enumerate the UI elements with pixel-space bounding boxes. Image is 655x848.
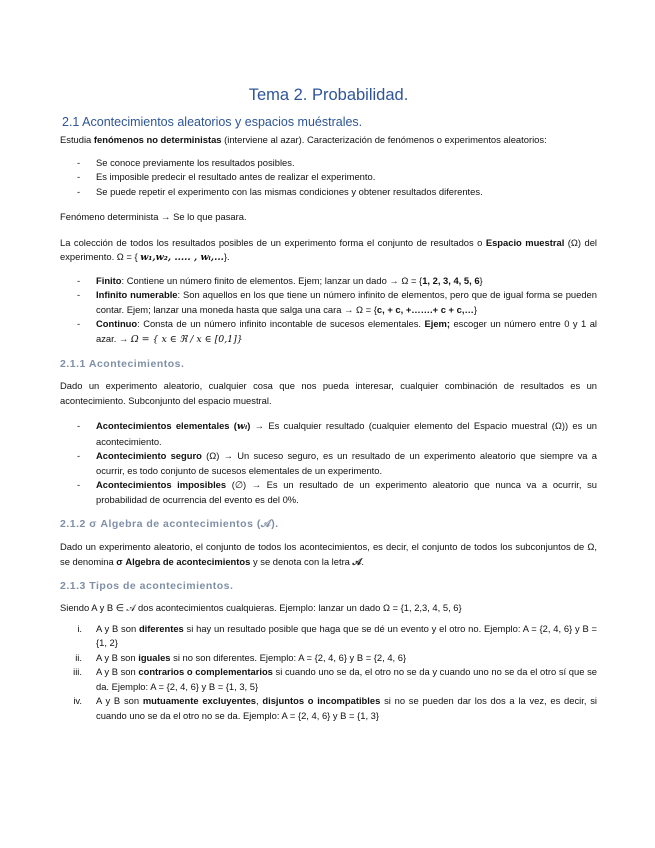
events-intro-paragraph: Dado un experimento aleatorio, cualquier cosa que nos pueda interesar, cualquier combinación de resultados es un acontecimiento. Subconjunto del espacio muestral.	[60, 380, 597, 406]
list-item: - Infinito numerable: Son aquellos en los que tiene un número infinito de elementos, pero que de igual forma se pueden contar. Ejem; lanzar una moneda hasta que salga una cara → Ω = {c, + c, +…….+ c + c,…}	[60, 288, 597, 317]
list-item: - Se conoce previamente los resultados posibles.	[60, 156, 597, 171]
list-item: - Acontecimiento seguro (Ω) → Un suceso seguro, es un resultado de un experimento aleatorio que siempre va a ocurrir, es todo conjunto de sucesos elementales de un experimento.	[60, 449, 597, 478]
event-types-intro: Siendo A y B ∈ 𝒜 dos acontecimientos cualquieras. Ejemplo: lanzar un dado Ω = {1, 2,3, 4, 5, 6}	[60, 602, 462, 613]
list-item: - Es imposible predecir el resultado antes de realizar el experimento.	[60, 170, 597, 185]
list-item: - Continuo: Consta de un número infinito incontable de sucesos elementales. Ejem; escoger un número entre 0 y 1 al azar. → Ω = { x ∈ ℜ / x ∈ [0,1]}	[60, 317, 597, 347]
list-item: - Se puede repetir el experimento con las mismas condiciones y obtener resultados diferentes.	[60, 185, 597, 200]
list-item: - Acontecimientos elementales (wᵢ) → Es cualquier resultado (cualquier elemento del Espacio muestral (Ω)) es un acontecimiento.	[60, 419, 597, 449]
list-item: i. A y B son diferentes si hay un resultado posible que haga que se dé un evento y el otro no. Ejemplo: A = {2, 4, 6} y B = {1, 2}	[77, 622, 597, 648]
deterministic-paragraph: Fenómeno determinista → Se lo que pasara.	[60, 211, 247, 222]
sample-space-types-list	[60, 274, 597, 348]
list-item: iii. A y B son contrarios o complementarios si cuando uno se da, el otro no se da y cuando uno no se da el otro sí que se da. Ejemplo: A = {2, 4, 6} y B = {1, 3, 5}	[73, 666, 597, 692]
section-heading-2-1: 2.1 Acontecimientos aleatorios y espacios muéstrales.	[62, 115, 363, 129]
characteristics-list	[60, 156, 597, 200]
section-heading-2-1-2: 2.1.2 σ Algebra de acontecimientos (𝒜).	[60, 518, 279, 530]
list-item: - Acontecimientos imposibles (∅) → Es un resultado de un experimento aleatorio que nunca va a ocurrir, su probabilidad de ocurrencia del evento es del 0%.	[60, 478, 597, 507]
event-types-list	[60, 622, 597, 724]
section-heading-2-1-3: 2.1.3 Tipos de acontecimientos.	[60, 580, 234, 592]
sample-space-paragraph: La colección de todos los resultados posibles de un experimento forma el conjunto de resultados o Espacio muestral (Ω) del experimento. Ω = { w₁,w₂, ..... , wᵢ,...}.	[60, 236, 597, 263]
list-item: ii. A y B son iguales si no son diferentes. Ejemplo: A = {2, 4, 6} y B = {2, 4, 6}	[75, 651, 407, 663]
list-item: iv. A y B son mutuamente excluyentes, disjuntos o incompatibles si no se pueden dar los dos a la vez, es decir, si cuando uno se da el otro no se da. Ejemplo: A = {2, 4, 6} y B = {1, 3}	[73, 695, 597, 721]
intro-paragraph: Estudia fenómenos no deterministas (interviene al azar). Caracterización de fenómenos o experimentos aleatorios:	[60, 134, 547, 145]
events-list	[60, 419, 597, 507]
sigma-algebra-paragraph: Dado un experimento aleatorio, el conjunto de todos los acontecimientos, es decir, el conjunto de todos los subconjuntos de Ω, se denomina σ Algebra de acontecimientos y se denota con la letra 𝒜.	[60, 541, 597, 567]
list-item: - Finito: Contiene un número finito de elementos. Ejem; lanzar un dado → Ω = {1, 2, 3, 4, 5, 6}	[60, 274, 597, 289]
section-heading-2-1-1: 2.1.1 Acontecimientos.	[60, 358, 185, 370]
document-page	[60, 86, 597, 723]
document-title: Tema 2. Probabilidad.	[248, 86, 409, 104]
